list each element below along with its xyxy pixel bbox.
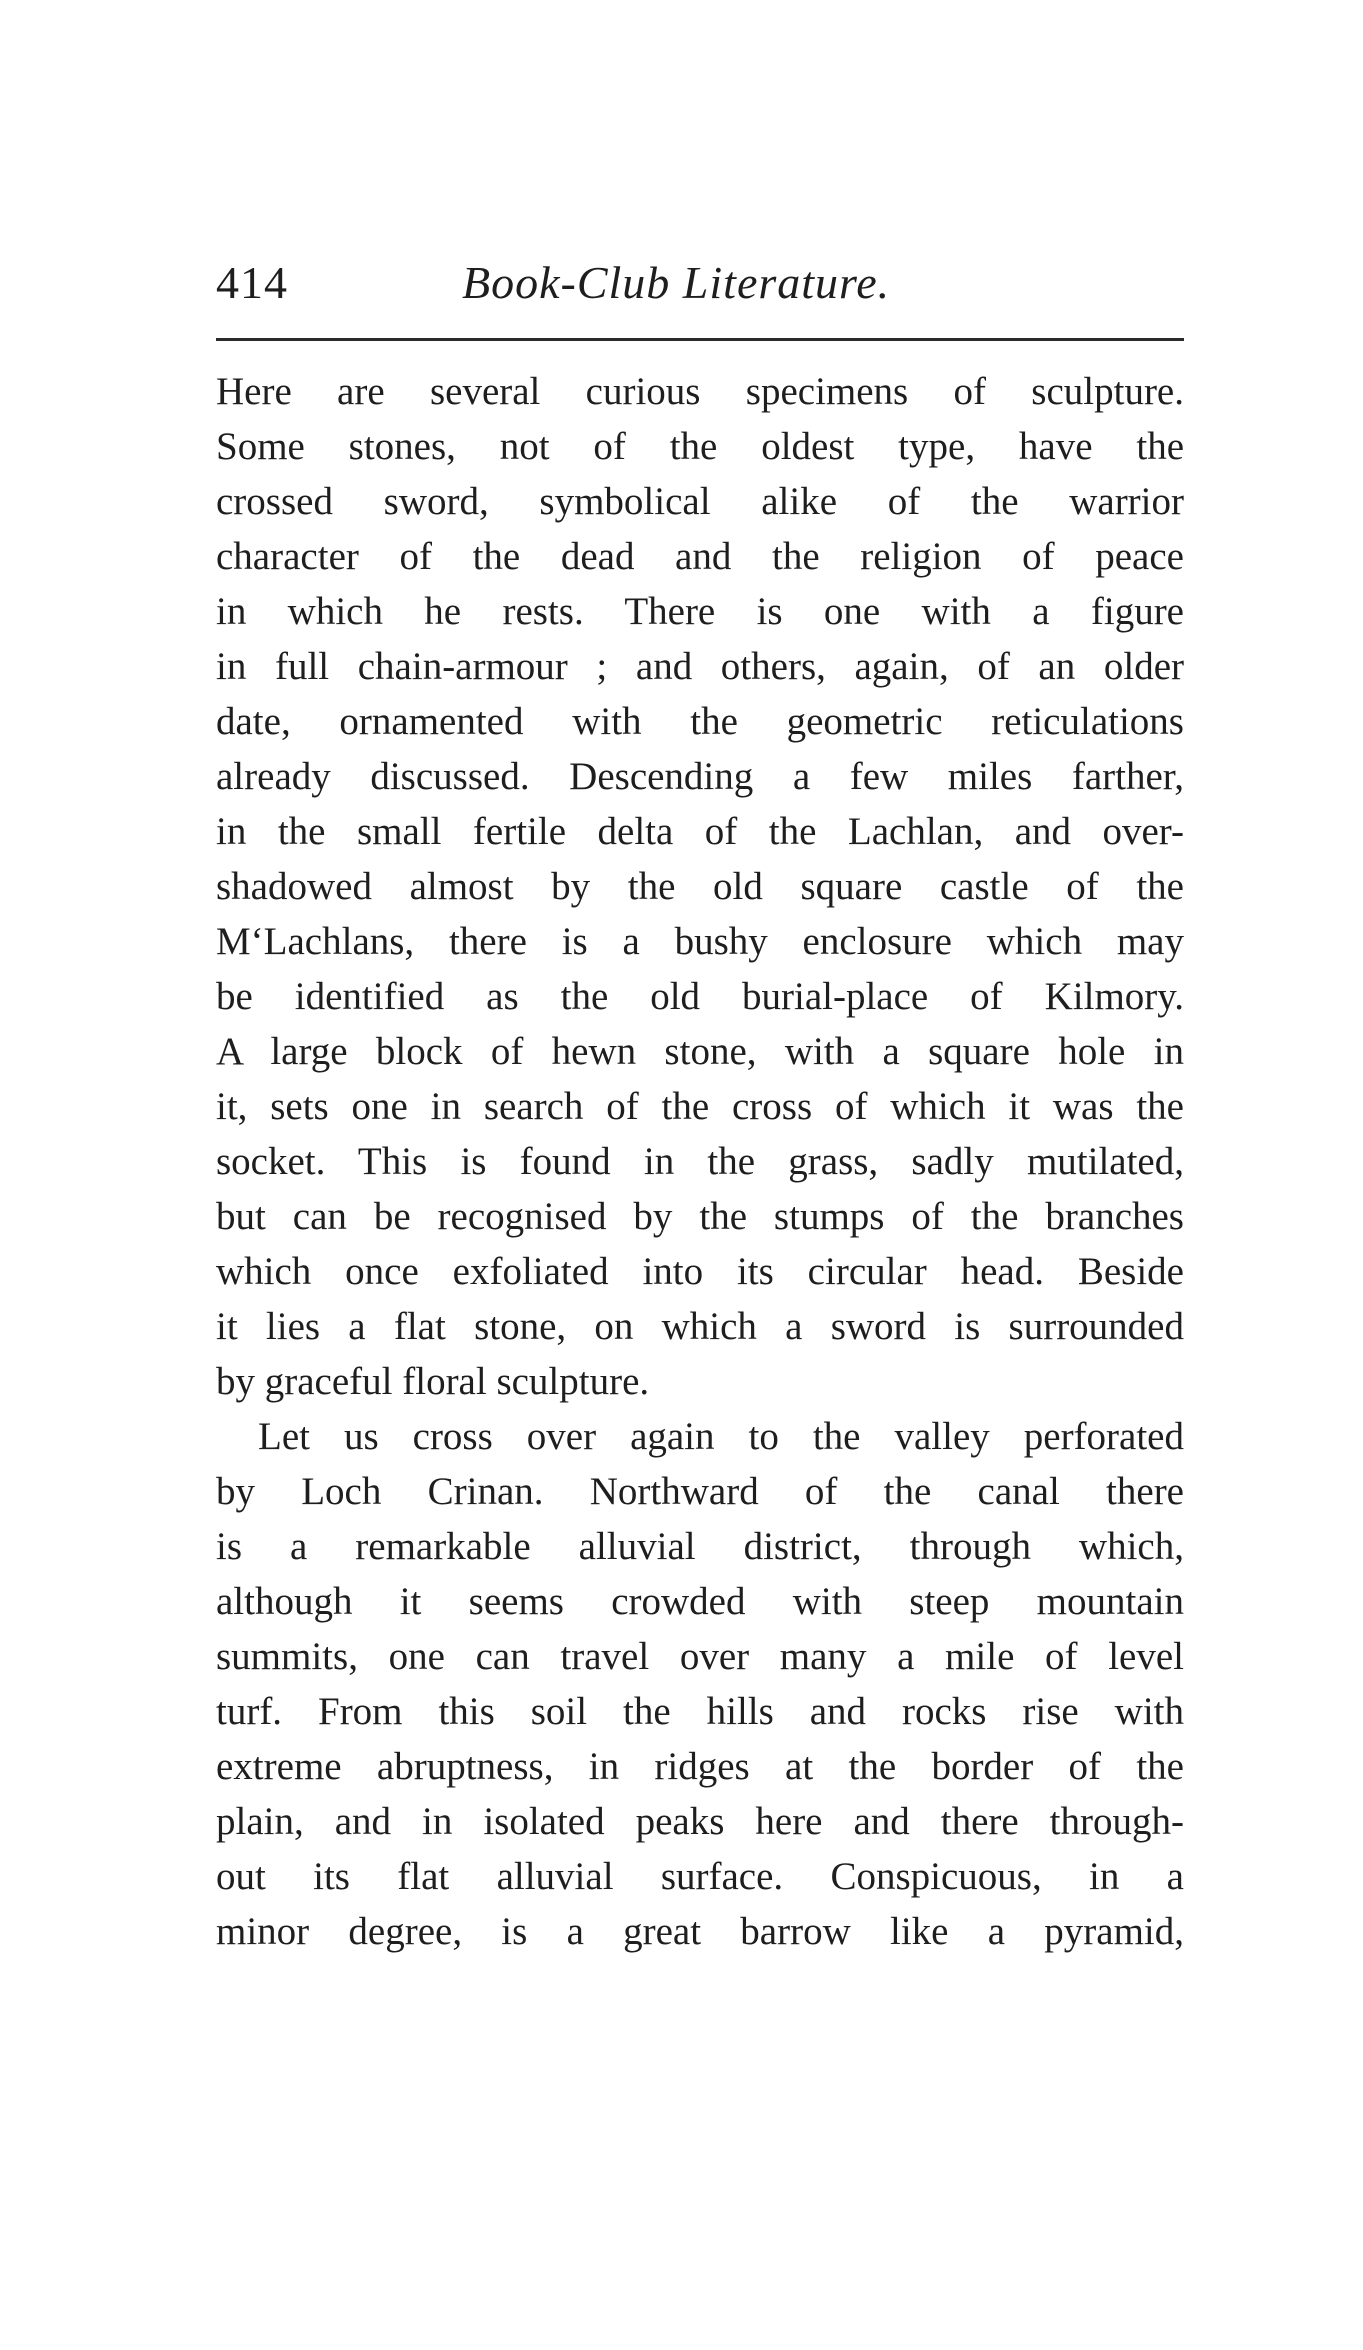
text-line: minor degree, is a great barrow like a pyramid, [216, 1910, 1184, 1953]
text-line: which once exfoliated into its circular head. Beside [216, 1250, 1184, 1293]
text-line: be identified as the old burial-place of Kilmory. [216, 975, 1184, 1018]
text-line: by graceful floral sculpture. [216, 1360, 650, 1403]
text-line: although it seems crowded with steep mountain [216, 1580, 1184, 1623]
page-number: 414 [216, 257, 288, 308]
paragraph-2 [216, 1409, 1184, 1959]
header-rule [216, 338, 1184, 341]
text-line: it, sets one in search of the cross of which it was the [216, 1085, 1184, 1128]
text-line: in the small fertile delta of the Lachlan, and over- [216, 810, 1184, 853]
text-line: already discussed. Descending a few miles farther, [216, 755, 1184, 798]
text-line: extreme abruptness, in ridges at the border of the [216, 1745, 1184, 1788]
text-line: character of the dead and the religion of peace [216, 535, 1184, 578]
text-line: crossed sword, symbolical alike of the warrior [216, 480, 1184, 523]
text-line: plain, and in isolated peaks here and there through- [216, 1800, 1184, 1843]
text-line: in full chain-armour ; and others, again, of an older [216, 645, 1184, 688]
text-line: in which he rests. There is one with a figure [216, 590, 1184, 633]
text-line: socket. This is found in the grass, sadly mutilated, [216, 1140, 1184, 1183]
paragraph-1 [216, 364, 1184, 1409]
text-line: M‘Lachlans, there is a bushy enclosure which may [216, 920, 1184, 963]
text-line: Some stones, not of the oldest type, have the [216, 425, 1184, 468]
text-line: it lies a flat stone, on which a sword is surrounded [216, 1305, 1184, 1348]
text-line: turf. From this soil the hills and rocks rise with [216, 1690, 1184, 1733]
text-line: summits, one can travel over many a mile of level [216, 1635, 1184, 1678]
text-line: is a remarkable alluvial district, through which, [216, 1525, 1184, 1568]
text-line: but can be recognised by the stumps of the branches [216, 1195, 1184, 1238]
text-line: shadowed almost by the old square castle of the [216, 865, 1184, 908]
text-line: A large block of hewn stone, with a square hole in [216, 1030, 1184, 1073]
text-line: Let us cross over again to the valley perforated [258, 1415, 1184, 1458]
text-line: date, ornamented with the geometric reticulations [216, 700, 1184, 743]
running-title: Book-Club Literature. [462, 257, 891, 308]
text-line: out its flat alluvial surface. Conspicuous, in a [216, 1855, 1184, 1898]
text-line: Here are several curious specimens of sculpture. [216, 370, 1184, 413]
body-text [216, 364, 1184, 1959]
page-header [216, 248, 1184, 318]
text-line: by Loch Crinan. Northward of the canal there [216, 1470, 1184, 1513]
